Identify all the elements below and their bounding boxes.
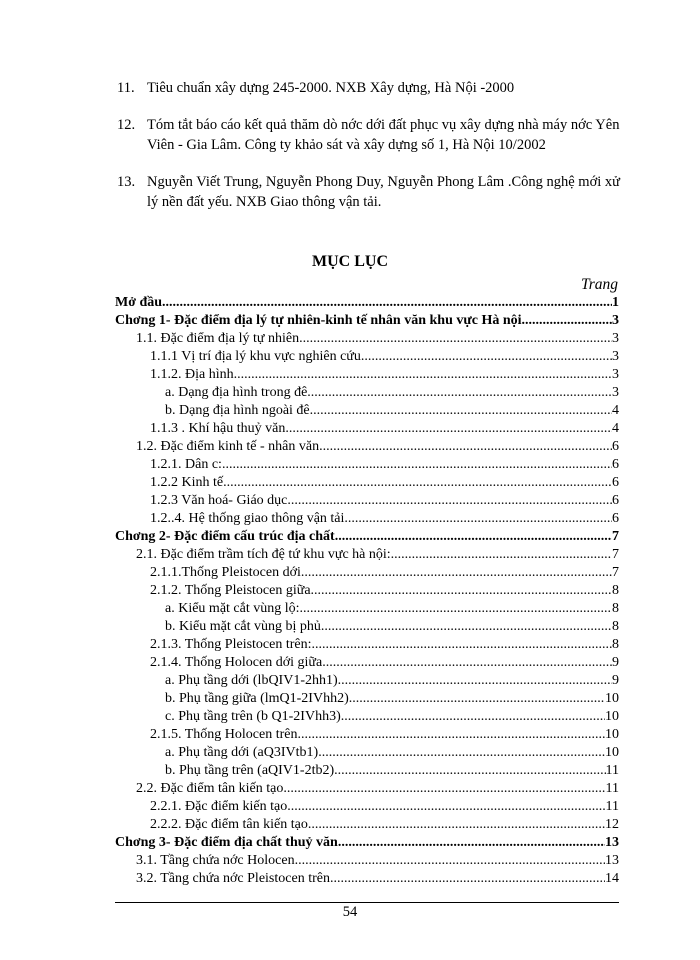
toc-entry-page: 11 bbox=[605, 763, 619, 778]
toc-entry-page: 6 bbox=[612, 511, 619, 526]
toc-entry-title: Chơng 1- Đặc điểm địa lý tự nhiên-kinh tế nhân văn khu vực Hà nội bbox=[115, 313, 522, 328]
toc-entry-title: 1.1. Đặc điểm địa lý tự nhiên bbox=[136, 331, 300, 346]
reference-item bbox=[117, 115, 622, 155]
toc-entry-page: 7 bbox=[612, 529, 619, 544]
toc-entry bbox=[115, 762, 619, 780]
toc-entry bbox=[115, 402, 619, 420]
toc-leader-dots bbox=[287, 492, 612, 510]
toc-entry-title: 1.1.3 . Khí hậu thuỷ văn. bbox=[150, 421, 289, 436]
toc-entry-title: 2.1.5. Thống Holocen trên. bbox=[150, 727, 301, 742]
toc-entry-page: 7 bbox=[612, 547, 619, 562]
toc-entry-page: 8 bbox=[612, 637, 619, 652]
toc-entry-title: 2.2.2. Đặc điểm tân kiến tạo bbox=[150, 817, 308, 832]
toc-entry bbox=[115, 654, 619, 672]
toc-leader-dots bbox=[295, 852, 605, 870]
toc-entry-page: 7 bbox=[612, 565, 619, 580]
toc-entry-title: a. Kiểu mặt cắt vùng lộ: bbox=[165, 601, 300, 616]
toc-leader-dots bbox=[323, 438, 612, 456]
reference-text: Tóm tắt báo cáo kết quả thăm dò nớc dới đất phục vụ xây dựng nhà máy nớc Yên Viên - Gia Lâm. Công ty khảo sát và xây dựng số 1, Hà Nội 10/2002 bbox=[147, 117, 620, 153]
toc-leader-dots bbox=[299, 330, 612, 348]
toc-leader-dots bbox=[312, 636, 613, 654]
toc-entry bbox=[115, 582, 619, 600]
toc-entry-page: 14 bbox=[605, 871, 619, 886]
toc-leader-dots bbox=[289, 420, 612, 438]
toc-entry-title: a. Phụ tầng dới (lbQIV1-2hh1) bbox=[165, 673, 338, 688]
toc-entry-page: 9 bbox=[612, 655, 619, 670]
toc-entry-page: 13 bbox=[605, 853, 619, 868]
toc-entry bbox=[115, 330, 619, 348]
toc-entry bbox=[115, 744, 619, 762]
toc-leader-dots bbox=[237, 366, 612, 384]
toc-entry-page: 11 bbox=[605, 799, 619, 814]
toc-entry bbox=[115, 690, 619, 708]
toc-entry bbox=[115, 384, 619, 402]
toc-leader-dots bbox=[318, 744, 605, 762]
toc-leader-dots bbox=[287, 798, 605, 816]
toc-entry bbox=[115, 726, 619, 744]
toc-entry-page: 4 bbox=[612, 403, 619, 418]
toc-entry-page: 8 bbox=[612, 583, 619, 598]
toc-entry-title: 1.2. Đặc điểm kinh tế - nhân văn. bbox=[136, 439, 323, 454]
toc-entry-page: 6 bbox=[612, 475, 619, 490]
toc-entry-page: 10 bbox=[605, 727, 619, 742]
toc-entry bbox=[115, 564, 619, 582]
toc-entry-page: 3 bbox=[612, 331, 619, 346]
toc-leader-dots bbox=[301, 564, 612, 582]
toc-entry-title: b. Dạng địa hình ngoài đê. bbox=[165, 403, 314, 418]
toc-leader-dots bbox=[324, 618, 612, 636]
reference-text: Nguyễn Viết Trung, Nguyễn Phong Duy, Nguyễn Phong Lâm .Công nghệ mới xử lý nền đất yếu. NXB Giao thông vận tải. bbox=[147, 174, 621, 210]
toc-leader-dots bbox=[283, 780, 605, 798]
toc-entry-title: Mở đầu bbox=[115, 295, 163, 310]
reference-number: 12. bbox=[117, 117, 136, 133]
reference-text: Tiêu chuẩn xây dựng 245-2000. NXB Xây dựng, Hà Nội -2000 bbox=[147, 80, 515, 96]
toc-entry-page: 6 bbox=[612, 493, 619, 508]
toc-entry-title: Chơng 3- Đặc điểm địa chất thuỷ văn. bbox=[115, 835, 342, 850]
toc-entry bbox=[115, 834, 619, 852]
reference-number: 11. bbox=[117, 80, 135, 96]
toc-entry-title: 2.1.4. Thống Holocen dới giữa. bbox=[150, 655, 326, 670]
toc-leader-dots bbox=[338, 672, 612, 690]
toc-entry bbox=[115, 348, 619, 366]
toc-leader-dots bbox=[227, 474, 612, 492]
toc-entry bbox=[115, 798, 619, 816]
toc-entry-page: 10 bbox=[605, 709, 619, 724]
table-of-contents bbox=[115, 294, 619, 888]
toc-leader-dots bbox=[391, 546, 612, 564]
toc-entry-page: 10 bbox=[605, 691, 619, 706]
toc-entry bbox=[115, 456, 619, 474]
toc-leader-dots bbox=[314, 582, 612, 600]
toc-entry bbox=[115, 438, 619, 456]
toc-entry bbox=[115, 420, 619, 438]
toc-entry-title: 1.2..4. Hệ thống giao thông vận tải bbox=[150, 511, 345, 526]
toc-entry bbox=[115, 618, 619, 636]
toc-leader-dots bbox=[341, 708, 605, 726]
toc-leader-dots bbox=[344, 510, 612, 528]
toc-entry-page: 12 bbox=[605, 817, 619, 832]
toc-entry bbox=[115, 600, 619, 618]
toc-entry-title: 1.1.2. Địa hình. bbox=[150, 367, 238, 382]
toc-entry-title: 2.1.2. Thống Pleistocen giữa. bbox=[150, 583, 315, 598]
toc-entry bbox=[115, 510, 619, 528]
toc-leader-dots bbox=[335, 528, 612, 546]
toc-leader-dots bbox=[341, 834, 605, 852]
toc-entry-title: b. Phụ tầng giữa (lmQ1-2IVhh2) bbox=[165, 691, 349, 706]
toc-entry-page: 3 bbox=[612, 367, 619, 382]
toc-entry bbox=[115, 636, 619, 654]
toc-leader-dots bbox=[301, 726, 605, 744]
references-list bbox=[117, 78, 622, 229]
toc-entry bbox=[115, 528, 619, 546]
toc-entry-title: Chơng 2- Đặc điểm cấu trúc địa chất bbox=[115, 529, 335, 544]
toc-entry-page: 6 bbox=[612, 439, 619, 454]
toc-entry bbox=[115, 312, 619, 330]
toc-entry-title: 1.2.3 Văn hoá- Giáo dục bbox=[150, 493, 288, 508]
toc-entry-title: 1.2.2 Kinh tế. bbox=[150, 475, 227, 490]
toc-title: MỤC LỤC bbox=[312, 253, 388, 270]
toc-entry bbox=[115, 492, 619, 510]
toc-entry bbox=[115, 780, 619, 798]
toc-leader-dots bbox=[522, 312, 612, 330]
reference-item bbox=[117, 172, 622, 212]
toc-entry-title: b. Kiểu mặt cắt vùng bị phủ. bbox=[165, 619, 325, 634]
toc-leader-dots bbox=[162, 294, 612, 312]
toc-entry-page: 3 bbox=[612, 313, 619, 328]
toc-page-column-label: Trang bbox=[580, 276, 618, 293]
toc-entry-page: 10 bbox=[605, 745, 619, 760]
toc-entry-page: 13 bbox=[605, 835, 619, 850]
toc-leader-dots bbox=[313, 402, 612, 420]
toc-entry-page: 8 bbox=[612, 601, 619, 616]
toc-entry-title: 3.1. Tầng chứa nớc Holocen bbox=[136, 853, 295, 868]
toc-entry-title: 3.2. Tầng chứa nớc Pleistocen trên. bbox=[136, 871, 334, 886]
toc-leader-dots bbox=[326, 654, 612, 672]
toc-entry-title: 2.1.3. Thống Pleistocen trên: bbox=[150, 637, 312, 652]
reference-item bbox=[117, 78, 622, 98]
toc-leader-dots bbox=[364, 348, 612, 366]
toc-entry-title: 2.2.1. Đặc điểm kiến tạo bbox=[150, 799, 288, 814]
reference-number: 13. bbox=[117, 174, 136, 190]
toc-entry-page: 8 bbox=[612, 619, 619, 634]
toc-entry bbox=[115, 474, 619, 492]
toc-entry bbox=[115, 366, 619, 384]
toc-entry-page: 6 bbox=[612, 457, 619, 472]
toc-entry bbox=[115, 294, 619, 312]
footer-divider bbox=[115, 902, 619, 903]
toc-entry-title: a. Dạng địa hình trong đê. bbox=[165, 385, 311, 400]
toc-entry-title: 1.2.1. Dân c: bbox=[150, 457, 222, 472]
toc-leader-dots bbox=[222, 456, 612, 474]
toc-leader-dots bbox=[334, 762, 605, 780]
toc-leader-dots bbox=[308, 816, 605, 834]
toc-entry bbox=[115, 852, 619, 870]
toc-leader-dots bbox=[349, 690, 605, 708]
toc-entry-page: 9 bbox=[612, 673, 619, 688]
toc-entry-page: 4 bbox=[612, 421, 619, 436]
toc-leader-dots bbox=[300, 600, 612, 618]
toc-entry bbox=[115, 672, 619, 690]
toc-entry bbox=[115, 546, 619, 564]
toc-entry-title: 2.1. Đặc điểm trầm tích đệ tứ khu vực hà nội: bbox=[136, 547, 391, 562]
toc-entry-page: 3 bbox=[612, 385, 619, 400]
toc-entry-title: b. Phụ tầng trên (aQIV1-2tb2) bbox=[165, 763, 335, 778]
toc-entry bbox=[115, 708, 619, 726]
toc-entry bbox=[115, 870, 619, 888]
toc-entry-page: 1 bbox=[612, 295, 619, 310]
toc-entry-page: 11 bbox=[605, 781, 619, 796]
toc-entry-title: 2.1.1.Thống Pleistocen dới bbox=[150, 565, 301, 580]
toc-entry-title: 2.2. Đặc điểm tân kiến tạo bbox=[136, 781, 284, 796]
toc-entry bbox=[115, 816, 619, 834]
toc-leader-dots bbox=[311, 384, 612, 402]
toc-entry-page: 3 bbox=[612, 349, 619, 364]
page-number: 54 bbox=[342, 904, 358, 920]
toc-entry-title: a. Phụ tầng dới (aQ3IVtb1) bbox=[165, 745, 319, 760]
toc-entry-title: c. Phụ tầng trên (b Q1-2IVhh3) bbox=[165, 709, 341, 724]
toc-entry-title: 1.1.1 Vị trí địa lý khu vực nghiên cứu. bbox=[150, 349, 365, 364]
toc-leader-dots bbox=[333, 870, 605, 888]
